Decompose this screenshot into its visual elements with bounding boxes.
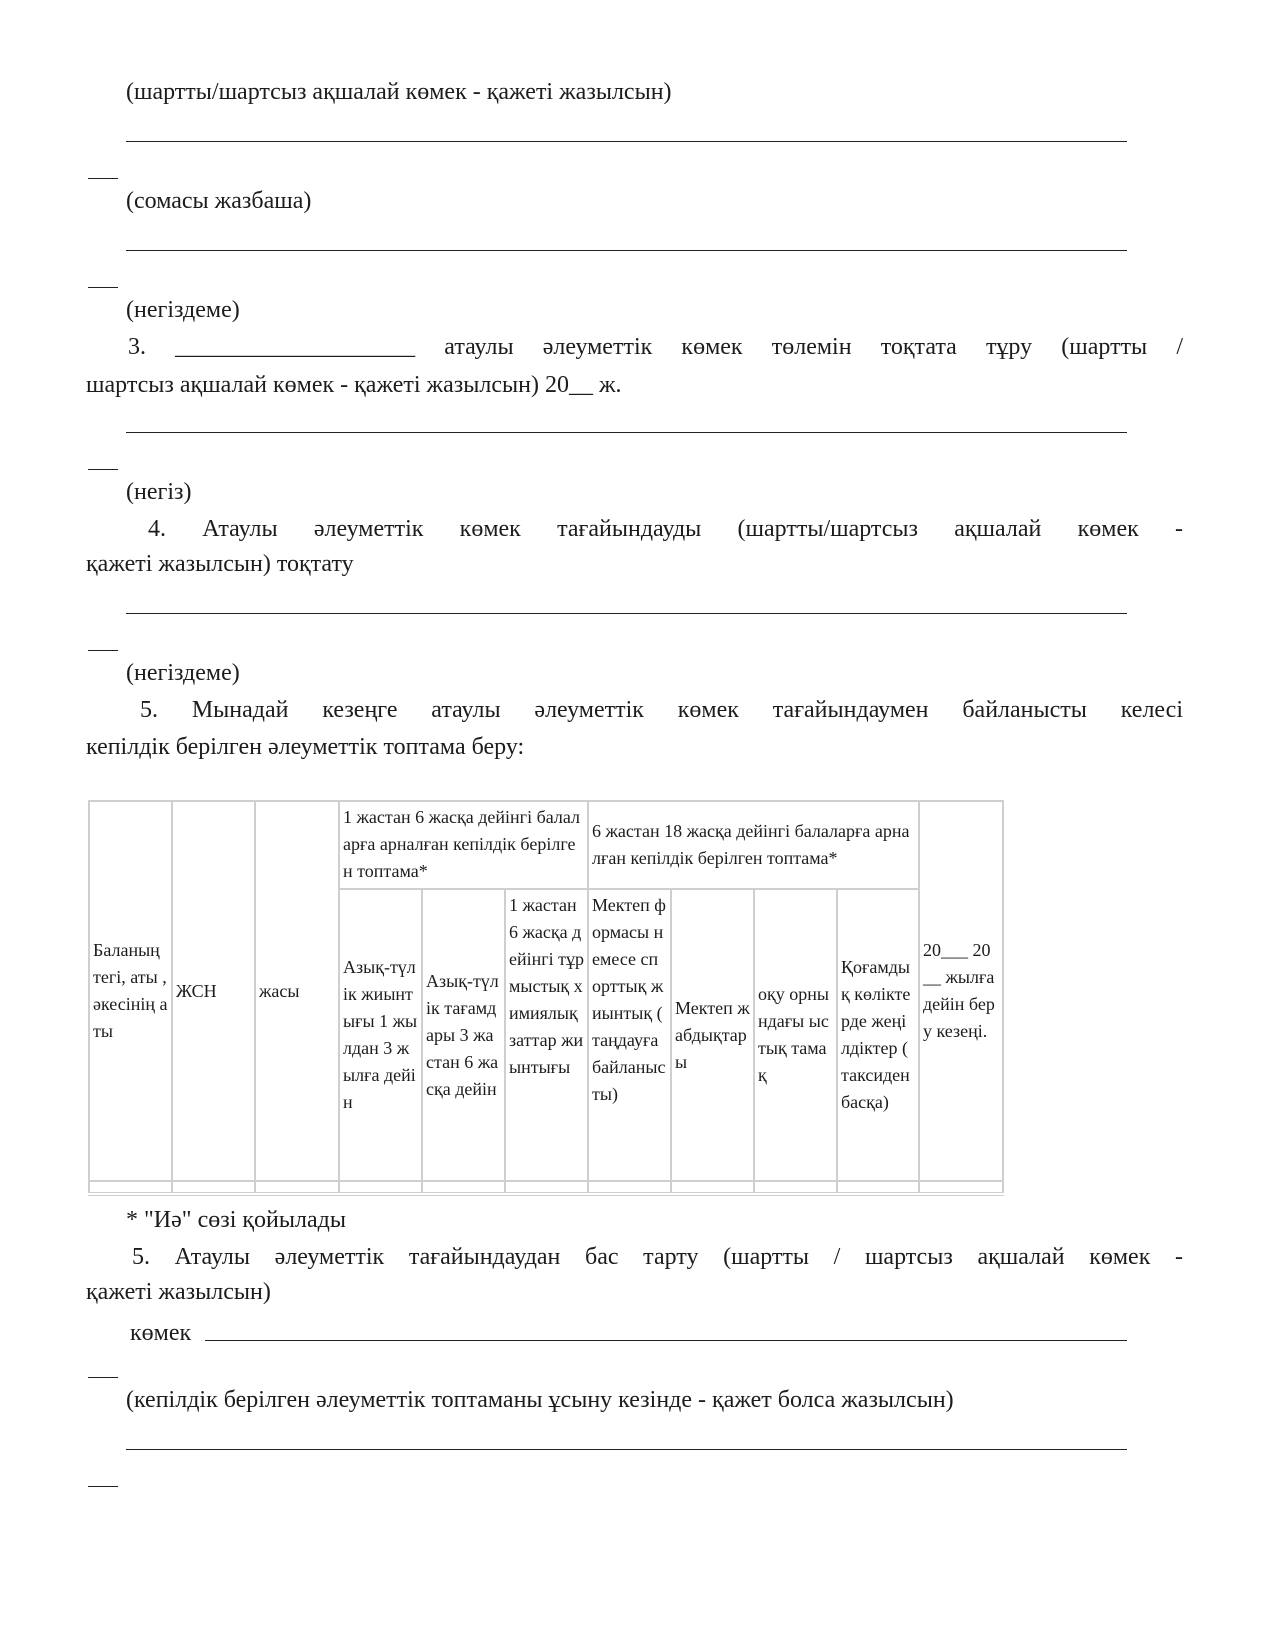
header-iin: ЖСН (172, 801, 255, 1181)
table-footnote: * "Иә" сөзі қойылады (126, 1207, 346, 1233)
table-cell[interactable] (505, 1181, 588, 1194)
header-hot-meals: оқу орнындағы ыстық тамақ (754, 889, 837, 1181)
blank-line (205, 1340, 1127, 1341)
table-cell[interactable] (754, 1181, 837, 1194)
caption-basis-short: (негіз) (126, 479, 192, 505)
header-period: 20___ 20__ жылға дейін беру кезеңі. (919, 801, 1003, 1181)
blank-line (126, 613, 1127, 614)
table-row (89, 1181, 1003, 1194)
dash-mark (88, 1486, 118, 1487)
header-food-1-3: Азық-түлік жиынтығы 1 жылдан 3 жылға дейін (339, 889, 422, 1181)
caption-basis: (негіздеме) (126, 660, 240, 686)
dash-mark (88, 178, 118, 179)
caption-social-package: (кепілдік берілген әлеуметтік топтаманы ұсыну кезінде - қажет болса жазылсын) (126, 1387, 954, 1413)
header-age: жасы (255, 801, 339, 1181)
paragraph-4-line-2: қажеті жазылсын) тоқтату (86, 551, 354, 577)
table-cell[interactable] (172, 1181, 255, 1194)
label-assistance: көмек (130, 1320, 192, 1346)
dash-mark (88, 469, 118, 470)
paragraph-refusal-line-1: 5. Атаулы әлеуметтік тағайындаудан бас тарту (шартты / шартсыз ақшалай көмек - (132, 1244, 1183, 1270)
blank-line (126, 250, 1127, 251)
header-school-supplies: Мектеп жабдықтары (671, 889, 754, 1181)
header-group-6-18: 6 жастан 18 жасқа дейінгі балаларға арналған кепілдік берілген топтама* (588, 801, 919, 889)
table-cell[interactable] (671, 1181, 754, 1194)
dash-mark (88, 650, 118, 651)
paragraph-4-line-1: 4. Атаулы әлеуметтік көмек тағайындауды (шартты/шартсыз ақшалай көмек - (148, 516, 1183, 542)
blank-line (126, 1449, 1127, 1450)
table-cell[interactable] (422, 1181, 505, 1194)
table-cell[interactable] (339, 1181, 422, 1194)
dash-mark (88, 287, 118, 288)
paragraph-refusal-line-2: қажеті жазылсын) (86, 1279, 271, 1305)
header-transport-discounts: Қоғамдық көліктерде жеңілдіктер ( таксиден басқа) (837, 889, 919, 1181)
table-cell[interactable] (588, 1181, 671, 1194)
caption-amount: (сомасы жазбаша) (126, 188, 312, 214)
table-cell[interactable] (89, 1181, 172, 1194)
caption-assistance-type: (шартты/шартсыз ақшалай көмек - қажеті жазылсын) (126, 79, 672, 105)
blank-line (126, 141, 1127, 142)
social-package-table (88, 800, 1004, 1196)
dash-mark (88, 1377, 118, 1378)
header-group-1-6: 1 жастан 6 жасқа дейінгі балаларға арналған кепілдік берілген топтама* (339, 801, 588, 889)
caption-basis: (негіздеме) (126, 297, 240, 323)
header-food-3-6: Азық-түлік тағамдары 3 жастан 6 жасқа дейін (422, 889, 505, 1181)
blank-line (126, 432, 1127, 433)
paragraph-5-line-1: 5. Мынадай кезеңге атаулы әлеуметтік көмек тағайындаумен байланысты келесі (140, 697, 1183, 723)
paragraph-5-line-2: кепілдік берілген әлеуметтік топтама беру: (86, 734, 525, 760)
header-hygiene-kit: 1 жастан 6 жасқа дейінгі тұрмыстық химиялық заттар жиынтығы (505, 889, 588, 1181)
paragraph-3-line-2: шартсыз ақшалай көмек - қажеті жазылсын) 20__ ж. (86, 372, 622, 398)
table-cell[interactable] (837, 1181, 919, 1194)
paragraph-3-line-1: 3. ____________________ атаулы әлеуметтік көмек төлемін тоқтата тұру (шартты / (128, 334, 1183, 360)
header-school-uniform: Мектеп формасы немесе спорттық жиынтық ( таңдауға байланысты) (588, 889, 671, 1181)
table-cell[interactable] (255, 1181, 339, 1194)
table-cell[interactable] (919, 1181, 1003, 1194)
header-child-name: Баланың тегі, аты , әкесінің аты (89, 801, 172, 1181)
